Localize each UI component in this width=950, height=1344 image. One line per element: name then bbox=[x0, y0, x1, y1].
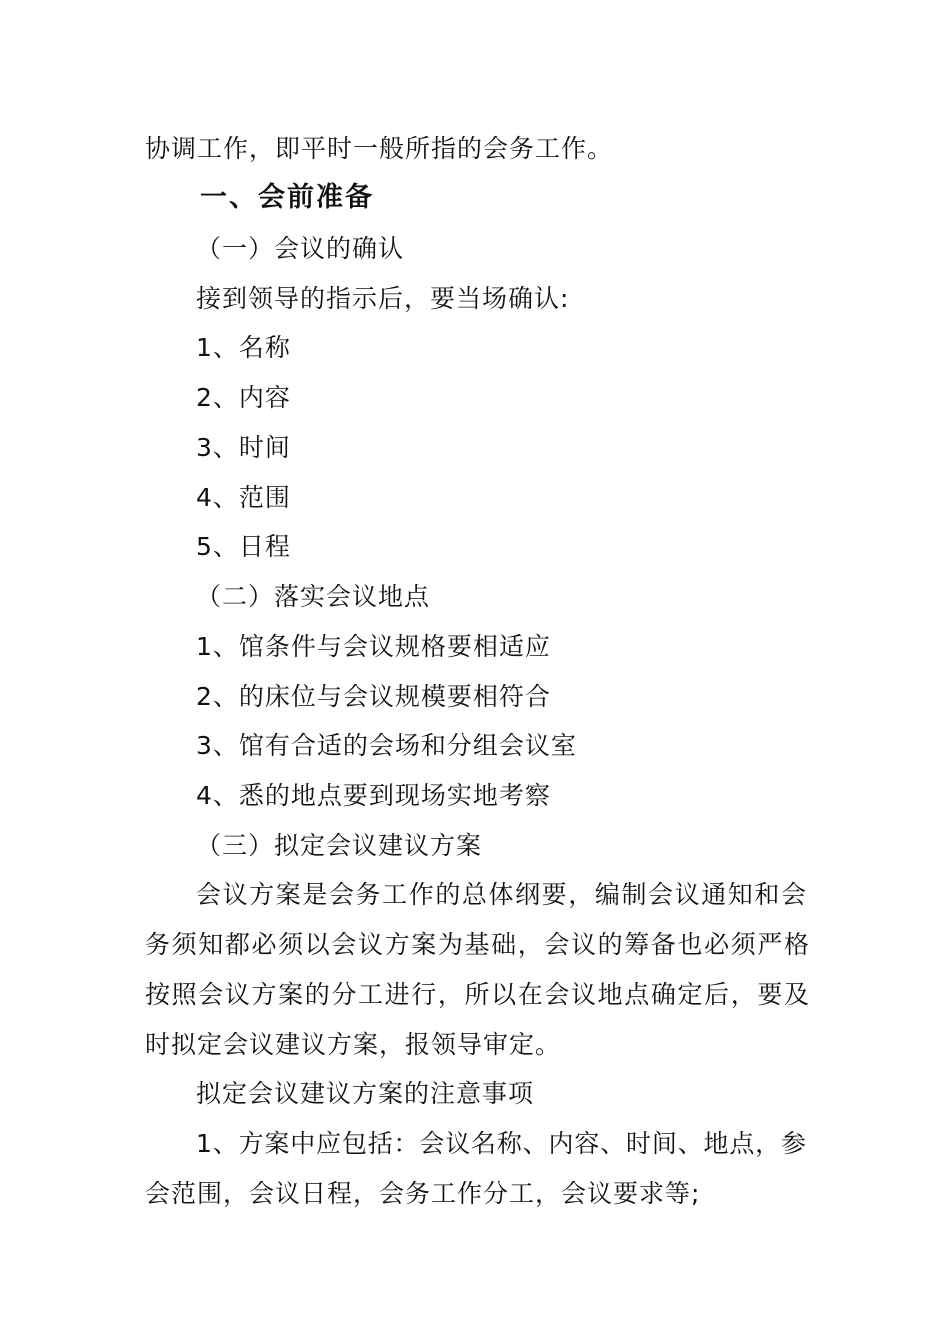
subsection-heading: （二）落实会议地点 bbox=[196, 582, 431, 611]
paragraph-line: 会议方案是会务工作的总体纲要，编制会议通知和会 bbox=[196, 880, 806, 909]
paragraph-line: 按照会议方案的分工进行，所以在会议地点确定后，要及 bbox=[145, 980, 809, 1009]
list-item: 3、馆有合适的会场和分组会议室 bbox=[196, 731, 577, 760]
list-item: 2、的床位与会议规模要相符合 bbox=[196, 682, 551, 711]
paragraph-line: 时拟定会议建议方案，报领导审定。 bbox=[145, 1030, 562, 1059]
paragraph-line: 协调工作，即平时一般所指的会务工作。 bbox=[145, 134, 614, 163]
paragraph-line: 1、方案中应包括：会议名称、内容、时间、地点，参 bbox=[196, 1129, 806, 1158]
list-item: 4、范围 bbox=[196, 483, 291, 512]
paragraph-line: 接到领导的指示后，要当场确认: bbox=[196, 284, 570, 313]
list-item: 2、内容 bbox=[196, 383, 291, 412]
subsection-heading: （三）拟定会议建议方案 bbox=[196, 831, 483, 860]
paragraph-line: 拟定会议建议方案的注意事项 bbox=[196, 1079, 535, 1108]
list-item: 1、馆条件与会议规格要相适应 bbox=[196, 632, 551, 661]
list-item: 1、名称 bbox=[196, 333, 291, 362]
paragraph-line: 会范围，会议日程，会务工作分工，会议要求等; bbox=[145, 1179, 701, 1208]
section-heading: 一、会前准备 bbox=[200, 182, 374, 213]
list-item: 3、时间 bbox=[196, 433, 291, 462]
list-item: 5、日程 bbox=[196, 532, 291, 561]
subsection-heading: （一）会议的确认 bbox=[196, 234, 405, 263]
paragraph-line: 务须知都必须以会议方案为基础，会议的筹备也必须严格 bbox=[145, 930, 809, 959]
list-item: 4、悉的地点要到现场实地考察 bbox=[196, 781, 551, 810]
